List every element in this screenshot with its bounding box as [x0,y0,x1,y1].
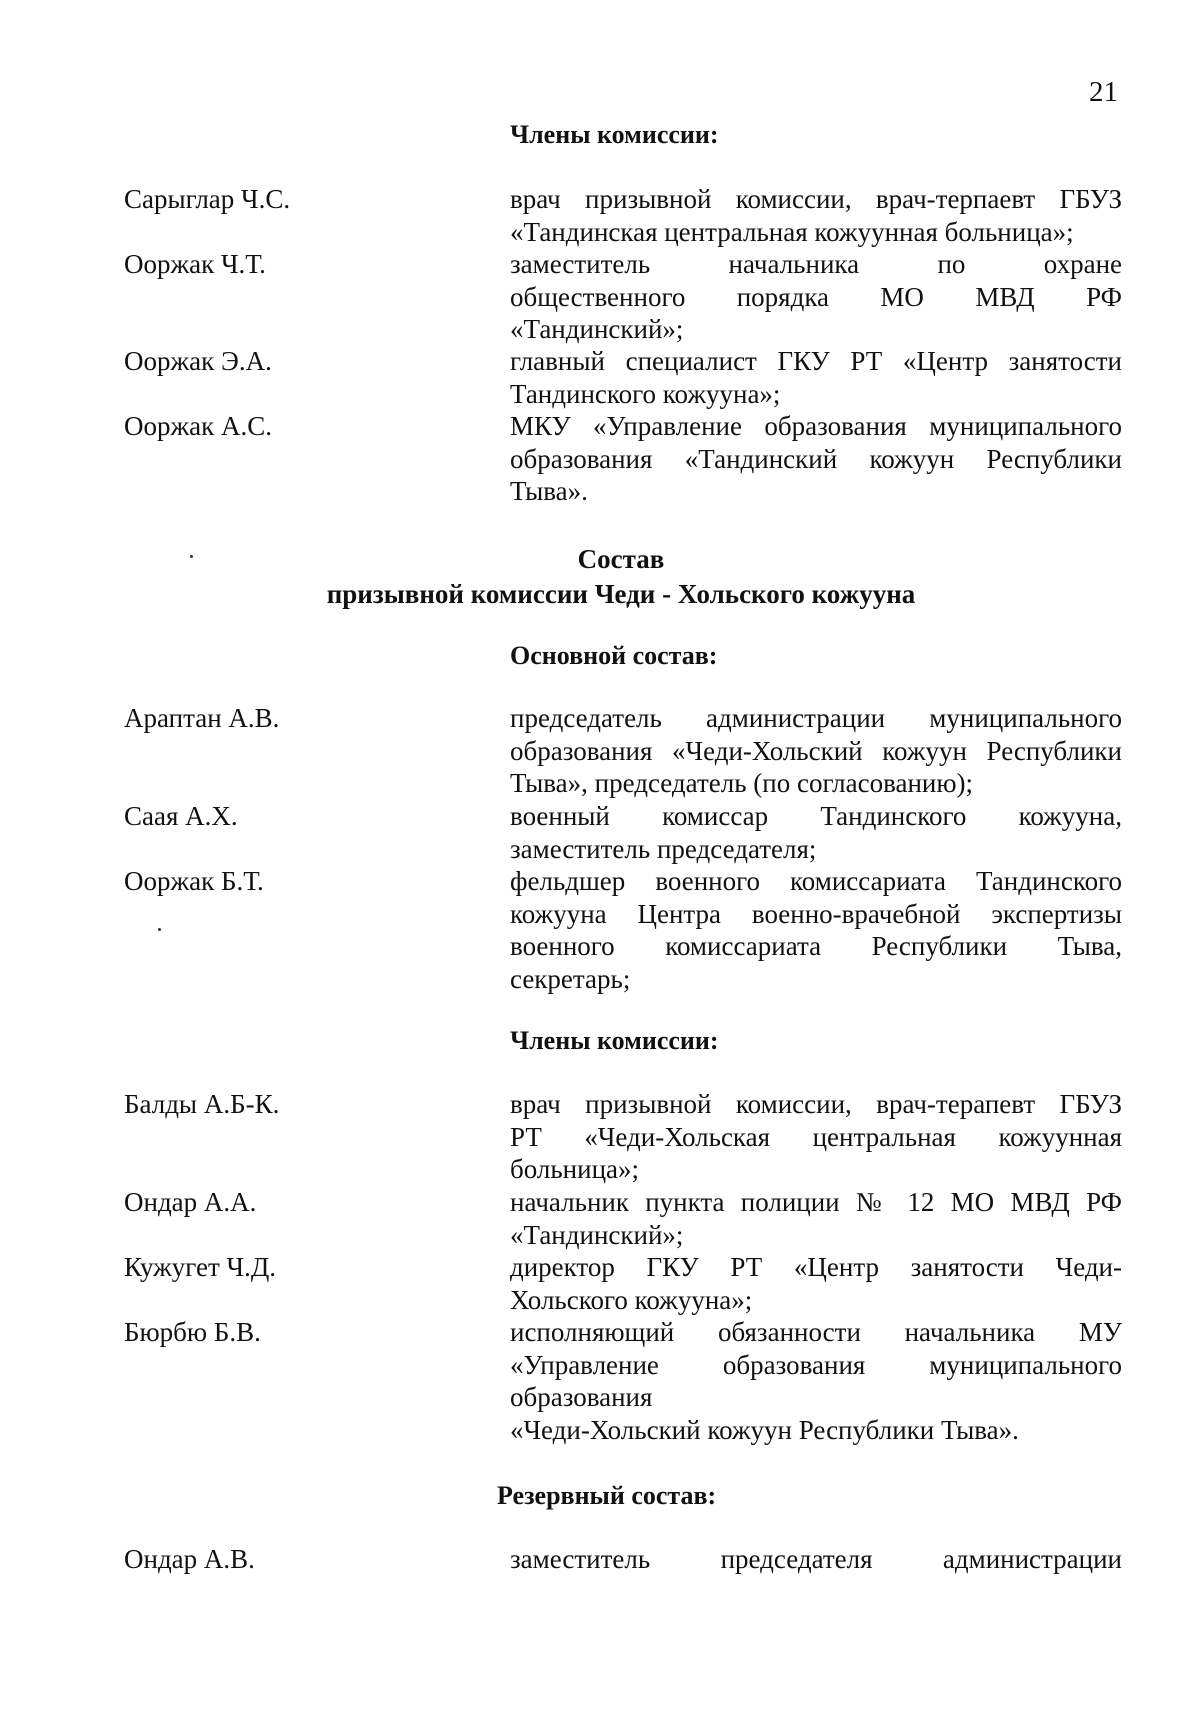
description-line: «Чеди-Хольский кожуун Республики Тыва». [510,1414,1019,1445]
member-name: Бюрбю Б.В. [124,1317,261,1347]
description-line: исполняющий обязанности начальника МУ [510,1317,1122,1347]
member-name: Сарыглар Ч.С. [124,184,291,214]
section-heading-reserve: Резервный состав: [497,1481,717,1510]
member-name: Ооржак Б.Т. [124,866,264,896]
description-line: больница»; [510,1154,640,1184]
description-line: образования «Тандинский кожуун Республики [510,443,1122,474]
member-description [510,248,1122,346]
description-line: врач призывной комиссии, врач-терапевт ГБУЗ [510,1089,1122,1119]
description-line: «Тандинская центральная кожуунная больница»; [510,216,1074,247]
member-name: Ооржак Ч.Т. [124,249,266,279]
description-line: врач призывной комиссии, врач-терпаевт ГБУЗ [510,184,1122,214]
description-line: заместитель начальника по охране [510,249,1122,279]
member-description [510,1251,1122,1316]
description-line: секретарь; [510,963,631,994]
page-number: 21 [1089,76,1118,108]
member-description [510,1316,1122,1446]
member-description [510,702,1122,800]
description-line: МКУ «Управление образования муниципального [510,411,1122,441]
member-description [510,1186,1122,1251]
description-line: «Тандинский»; [510,314,684,344]
member-name: Балды А.Б-К. [124,1089,280,1119]
description-line: Тыва», председатель (по согласованию); [510,768,974,798]
member-name: Ооржак Э.А. [124,346,272,376]
description-line: военного комиссариата Республики Тыва, [510,931,1122,961]
member-description [510,1088,1122,1186]
description-line: «Управление образования муниципального [510,1349,1122,1380]
description-line: Хольского кожууна»; [510,1284,753,1315]
description-line: образования «Чеди-Хольский кожуун Республики [510,735,1122,766]
description-line: заместитель председателя администрации [510,1544,1122,1574]
description-line: Тандинского кожууна»; [510,378,781,409]
member-description [510,865,1122,995]
member-name: Араптан А.В. [124,703,280,733]
member-name: Саая А.Х. [124,801,238,831]
description-line: военный комиссар Тандинского кожууна, [510,801,1122,831]
description-line: фельдшер военного комиссариата Тандинского [510,866,1122,896]
description-line: «Тандинский»; [510,1219,684,1250]
member-description [510,345,1122,410]
section-heading-main: Основной состав: [510,641,718,670]
document-title [0,542,1200,612]
member-name: Ондар А.А. [124,1187,257,1217]
member-name: Ондар А.В. [124,1544,255,1574]
description-line: заместитель председателя; [510,833,817,864]
member-description [510,183,1122,248]
member-description [510,800,1122,865]
member-description [510,1543,1122,1576]
description-line: общественного порядка МО МВД РФ [510,281,1122,312]
section-heading-members: Члены комиссии: [510,120,719,149]
description-line: РТ «Чеди-Хольская центральная кожуунная [510,1121,1122,1152]
member-name: Кужугет Ч.Д. [124,1252,276,1282]
member-description [510,410,1122,508]
description-line: Тыва». [510,476,588,506]
description-line: главный специалист ГКУ РТ «Центр занятости [510,346,1122,376]
member-name: Ооржак А.С. [124,411,273,441]
description-line: образования [510,1382,653,1412]
description-line: начальник пункта полиции № 12 МО МВД РФ [510,1187,1122,1217]
title-line-2: призывной комиссии Чеди - Хольского кожууна [326,579,916,609]
title-line-1: Состав [577,544,665,574]
description-line: председатель администрации муниципального [510,703,1122,733]
stray-mark [158,928,161,931]
section-heading-members: Члены комиссии: [510,1026,719,1055]
description-line: директор ГКУ РТ «Центр занятости Чеди- [510,1252,1122,1282]
description-line: кожууна Центра военно-врачебной экспертизы [510,898,1122,929]
